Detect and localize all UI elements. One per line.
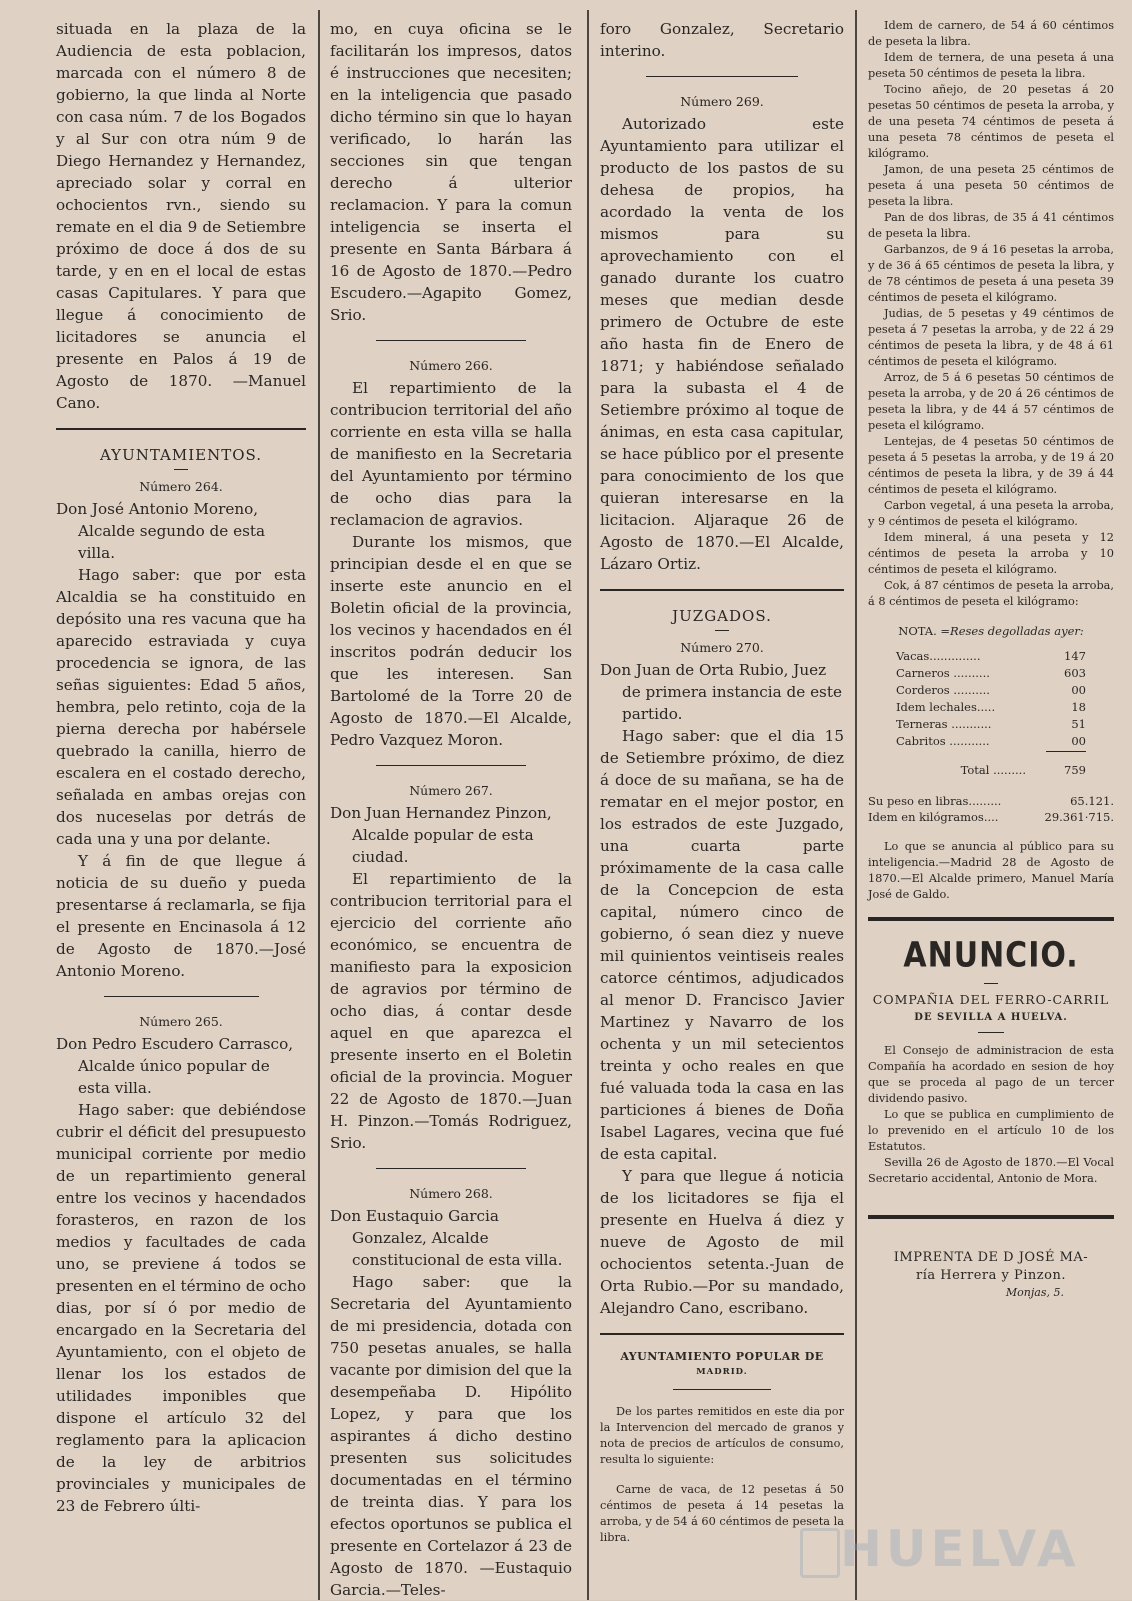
slaughter-row: [896, 648, 1086, 665]
dash-divider: [984, 983, 998, 984]
continued-notice: mo, en cuya oficina se le facilitarán los impresos, datos é instrucciones que necesiten; en la inteligencia que pasado dicho término sin que lo hayan verificado, lo harán las secciones sin que tengan derecho á ulterior reclamacion. Y para la comun inteligencia se inserta el presente en Santa Bárbara á 16 de Agosto de 1870.—Pedro Escudero.—Agapito Gomez, Srio.: [330, 20, 572, 324]
price-item: Idem de carnero, de 54 á 60 céntimos de peseta la libra.: [868, 19, 1114, 48]
price-item: Idem de ternera, de una peseta á una peseta 50 céntimos de peseta la libra.: [868, 51, 1114, 80]
price-item: Judias, de 5 pesetas y 49 céntimos de peseta á 7 pesetas la arroba, y de 22 á 29 céntimos de peseta la libra, y de 48 á 61 céntimos de peseta el kilógramo.: [868, 307, 1114, 368]
madrid-market-report: [600, 1349, 844, 1546]
anuncio-paragraph: Sevilla 26 de Agosto de 1870.—El Vocal Secretario accidental, Antonio de Mora.: [868, 1156, 1114, 1185]
notice-paragraph: Y para que llegue á noticia de los licitadores se fija el presente en Huelva á diez y nueve de Agosto de mil ochocientos setenta.-Juan de Orta Rubio.—Por su mandado, Alejandro Cano, escribano.: [600, 1167, 844, 1317]
slaughter-value: 18: [1071, 700, 1086, 714]
slaughter-label: Idem lechales.....: [896, 700, 996, 714]
company-subtitle: DE SEVILLA A HUELVA.: [914, 1012, 1068, 1023]
notice-number: Número 265.: [139, 1014, 223, 1029]
slaughter-row: [896, 665, 1086, 682]
notice-heading: Don Juan Hernandez Pinzon, Alcalde popular de esta ciudad.: [330, 804, 552, 866]
section-divider: [868, 917, 1114, 921]
column-rule: [318, 10, 320, 1600]
section-title-juzgados: JUZGADOS.: [672, 607, 772, 625]
notice-paragraph: Hago saber: que la Secretaria del Ayuntamiento de mi presidencia, dotada con 750 pesetas anuales, se halla vacante por dimision del que la desempeñaba D. Hipólito Lopez, y para que los aspirantes á dicho destino presenten sus solicitudes documentadas en el término de treinta dias. Y para los efectos oportunos se publica el presente en Cortelazor á 23 de Agosto de 1870. —Eustaquio Garcia.—Teles-: [330, 1273, 572, 1599]
slaughter-label: Corderos ..........: [896, 683, 990, 697]
weight-lb-label: Su peso en libras.........: [868, 794, 1002, 808]
column-3: [600, 18, 844, 1588]
slaughter-table: [896, 648, 1086, 779]
notice-divider: [376, 340, 526, 341]
continued-notice: foro Gonzalez, Secretario interino.: [600, 20, 844, 60]
notice-number: Número 267.: [409, 783, 493, 798]
slaughter-value: 00: [1071, 734, 1086, 748]
slaughter-label: Carneros ..........: [896, 666, 990, 680]
notice-number: Número 269.: [680, 94, 764, 109]
section-divider: [600, 589, 844, 591]
library-watermark: [840, 1520, 1090, 1600]
column-4: [868, 18, 1114, 1588]
weight-kg-value: 29.361·715.: [1044, 810, 1114, 824]
price-item: Carbon vegetal, á una peseta la arroba, y 9 céntimos de peseta el kilógramo.: [868, 499, 1114, 528]
price-item: Jamon, de una peseta 25 céntimos de peseta á una peseta 50 céntimos de peseta la libra.: [868, 163, 1114, 208]
price-list: [868, 18, 1114, 610]
notice-number: Número 268.: [409, 1186, 493, 1201]
library-logo-icon: [800, 1528, 840, 1578]
price-item: Carne de vaca, de 12 pesetas á 50 céntimos de peseta á 14 pesetas la arroba, y de 54 á 60 céntimos de peseta la libra.: [600, 1483, 844, 1544]
notice-paragraph: Hago saber: que el dia 15 de Setiembre próximo, de diez á doce de su mañana, se ha de rematar en el mejor postor, en los estrados de este Juzgado, una cuarta parte próximamente de la casa calle de la Concepcion de esta capital, número cinco de gobierno, ó sean diez y nueve mil quinientos veintiseis reales catorce céntimos, adjudicados al menor D. Francisco Javier Martinez y Navarro de los ochenta y un mil setecientos treinta y ocho reales en que fué valuada toda la casa en las particiones á bienes de Doña Isabel Lagares, vecina que fué de esta capital.: [600, 727, 844, 1163]
notice-heading: Don José Antonio Moreno, Alcalde segundo de esta villa.: [56, 500, 266, 562]
total-label: Total .........: [960, 763, 1026, 777]
anuncio-paragraph: Lo que se publica en cumplimiento de lo prevenido en el artículo 10 de los Estatutos.: [868, 1108, 1114, 1153]
notice-paragraph: El repartimiento de la contribucion territorial para el ejercicio del corriente año económico, se encuentra de manifiesto para la exposicion de agravios por término de ocho dias, á contar desde aquel en que aparezca el presente inserto en el Boletin oficial de la provincia. Moguer 22 de Agosto de 1870.—Juan H. Pinzon.—Tomás Rodriguez, Srio.: [330, 870, 572, 1152]
price-item: Cok, á 87 céntimos de peseta la arroba, á 8 céntimos de peseta el kilógramo:: [868, 579, 1114, 608]
total-row: [896, 753, 1086, 779]
price-item: Idem mineral, á una peseta y 12 céntimos de peseta la arroba y 10 céntimos de peseta el kilógramo.: [868, 531, 1114, 576]
section-divider: [56, 428, 306, 430]
notice-heading: Don Pedro Escudero Carrasco, Alcalde único popular de esta villa.: [56, 1035, 294, 1097]
dash-divider: [174, 469, 188, 470]
slaughter-label: Terneras ...........: [896, 717, 992, 731]
slaughter-value: 603: [1064, 666, 1086, 680]
weight-kg-row: [868, 809, 1114, 825]
notice-heading: Don Eustaquio Garcia Gonzalez, Alcalde constitucional de esta villa.: [330, 1207, 563, 1269]
notice-number: Número 270.: [680, 640, 764, 655]
nota-line: [868, 624, 1114, 638]
notice-divider: [104, 996, 259, 997]
price-item: Pan de dos libras, de 35 á 41 céntimos de peseta la libra.: [868, 211, 1114, 240]
company-name: COMPAÑIA DEL FERRO-CARRIL: [872, 992, 1110, 1007]
slaughter-row: [896, 682, 1086, 699]
price-item: Arroz, de 5 á 6 pesetas 50 céntimos de peseta la arroba, y de 20 á 26 céntimos de peseta la libra, y de 44 á 57 céntimos de peseta el kilógramo.: [868, 371, 1114, 432]
sum-line: [1046, 751, 1086, 752]
dash-divider: [978, 1032, 1004, 1033]
slaughter-value: 00: [1071, 683, 1086, 697]
slaughter-label: Vacas..............: [896, 649, 981, 663]
watermark-text: HUELVA: [840, 1520, 1080, 1578]
nota-text: =Reses degolladas ayer:: [940, 624, 1084, 638]
weight-lb-row: [868, 793, 1114, 809]
section-divider: [868, 1215, 1114, 1219]
column-rule: [855, 10, 857, 1600]
price-item: Lentejas, de 4 pesetas 50 céntimos de peseta á 5 pesetas la arroba, y de 19 á 20 céntimos de peseta la libra, y de 39 á 44 céntimos de peseta el kilógramo.: [868, 435, 1114, 496]
section-title-madrid: AYUNTAMIENTO POPULAR DE: [620, 1350, 824, 1363]
notice-divider: [646, 76, 797, 77]
notice-divider: [376, 765, 526, 766]
price-item: Tocino añejo, de 20 pesetas á 20 pesetas 50 céntimos de peseta la arroba, y de una peseta 74 céntimos de peseta á una peseta 78 céntimos de peseta el kilógramo.: [868, 83, 1114, 160]
section-title-ayuntamientos: AYUNTAMIENTOS.: [99, 446, 263, 464]
notice-divider: [376, 1168, 526, 1169]
dash-divider: [715, 630, 729, 631]
slaughter-label: Cabritos ...........: [896, 734, 990, 748]
slaughter-row: [896, 699, 1086, 716]
printer-line: IMPRENTA DE D JOSÉ MA-: [893, 1250, 1089, 1265]
report-paragraph: De los partes remitidos en este dia por la Intervencion del mercado de granos y nota de precios de artículos de consumo, resulta lo siguiente:: [600, 1405, 844, 1466]
notice-number: Número 266.: [409, 358, 493, 373]
slaughter-value: 51: [1071, 717, 1086, 731]
total-value: 759: [1064, 763, 1086, 777]
notice-paragraph: Autorizado este Ayuntamiento para utilizar el producto de los pastos de su dehesa de propios, ha acordado la venta de los mismos para su aprovechamiento con el ganado durante los cuatro meses que median desde primero de Octubre de este año hasta fin de Enero de 1871; y habiéndose señalado para la subasta el 4 de Setiembre próximo al toque de ánimas, en esta casa capitular, se hace público por el presente para conocimiento de los que quieran interesarse en la licitacion. Aljaraque 26 de Agosto de 1870.—El Alcalde, Lázaro Ortiz.: [600, 115, 844, 573]
column-2: [330, 18, 572, 1599]
printer-line-2: ría Herrera y Pinzon.: [916, 1268, 1066, 1283]
price-item: Garbanzos, de 9 á 16 pesetas la arroba, y de 36 á 65 céntimos de peseta la libra, y de 78 céntimos de peseta á una peseta 39 céntimos de peseta el kilógramo.: [868, 243, 1114, 304]
slaughter-row: [896, 716, 1086, 733]
section-divider: [600, 1333, 844, 1335]
column-1: [56, 18, 306, 1588]
notice-paragraph: El repartimiento de la contribucion territorial del año corriente en esta villa se halla de manifiesto en la Secretaria del Ayuntamiento por término de ocho dias para la reclamacion de agravios.: [330, 379, 572, 529]
weight-lb-value: 65.121.: [1070, 794, 1114, 808]
continued-notice: situada en la plaza de la Audiencia de esta poblacion, marcada con el número 8 de gobierno, la que linda al Norte con casa núm. 7 de los Bogados y al Sur con otra núm 9 de Diego Hernandez y Hernandez, apreciado solar y corral en ochocientos rvn., siendo su remate en el dia 9 de Setiembre próximo de doce á dos de su tarde, y en en el local de estas casas Capitulares. Y para que llegue á conocimiento de licitadores se anuncia el presente en Palos á 19 de Agosto de 1870. —Manuel Cano.: [56, 20, 306, 412]
column-rule: [587, 10, 589, 1600]
notice-divider: [673, 1389, 771, 1390]
notice-paragraph: Y á fin de que llegue á noticia de su dueño y pueda presentarse á reclamarla, se fija el presente en Encinasola á 12 de Agosto de 1870.—José Antonio Moreno.: [56, 852, 306, 980]
slaughter-value: 147: [1064, 649, 1086, 663]
anuncio-paragraph: El Consejo de administracion de esta Compañía ha acordado en sesion de hoy que se proceda al pago de un tercer dividendo pasivo.: [868, 1044, 1114, 1105]
closing-paragraph: Lo que se anuncia al público para su inteligencia.—Madrid 28 de Agosto de 1870.—El Alcalde primero, Manuel María José de Galdo.: [868, 840, 1114, 901]
nota-label: NOTA.: [898, 624, 937, 638]
notice-paragraph: Hago saber: que debiéndose cubrir el déficit del presupuesto municipal corriente por medio de un repartimiento general entre los vecinos y hacendados forasteros, en razon de los medios y facultades de cada uno, se previene á todos se presenten en el término de ocho dias, por sí ó por medio de encargado en la Secretaria del Ayuntamiento, con el objeto de llenar los los estados de utilidades imponibles que dispone el artículo 32 del reglamento para la aplicacion de la ley de arbitrios provinciales y municipales de 23 de Febrero últi-: [56, 1101, 306, 1515]
anuncio-title: ANUNCIO.: [903, 935, 1079, 976]
weights-block: [868, 793, 1114, 825]
notice-number: Número 264.: [139, 479, 223, 494]
weight-kg-label: Idem en kilógramos....: [868, 810, 999, 824]
notice-paragraph: Hago saber: que por esta Alcaldia se ha constituido en depósito una res vacuna que ha aparecido estraviada y cuya procedencia se ignora, de las señas siguientes: Edad 5 años, hembra, pelo retinto, coja de la pierna derecha por habérsele quebrado la canilla, hierro de escalera en el costado derecho, señalada en ambas orejas con dos nuceselas por detrás de cada una y una por delante.: [56, 566, 306, 848]
slaughter-row: [896, 733, 1086, 750]
section-subtitle-madrid: MADRID.: [696, 1367, 748, 1377]
printer-address: Monjas, 5.: [1005, 1286, 1064, 1299]
notice-heading: Don Juan de Orta Rubio, Juez de primera instancia de este partido.: [600, 661, 842, 723]
notice-paragraph: Durante los mismos, que principian desde el en que se inserte este anuncio en el Boletin oficial de la provincia, los vecinos y hacendados en él inscritos podrán deducir los que les interesen. San Bartolomé de la Torre 20 de Agosto de 1870.—El Alcalde, Pedro Vazquez Moron.: [330, 533, 572, 749]
